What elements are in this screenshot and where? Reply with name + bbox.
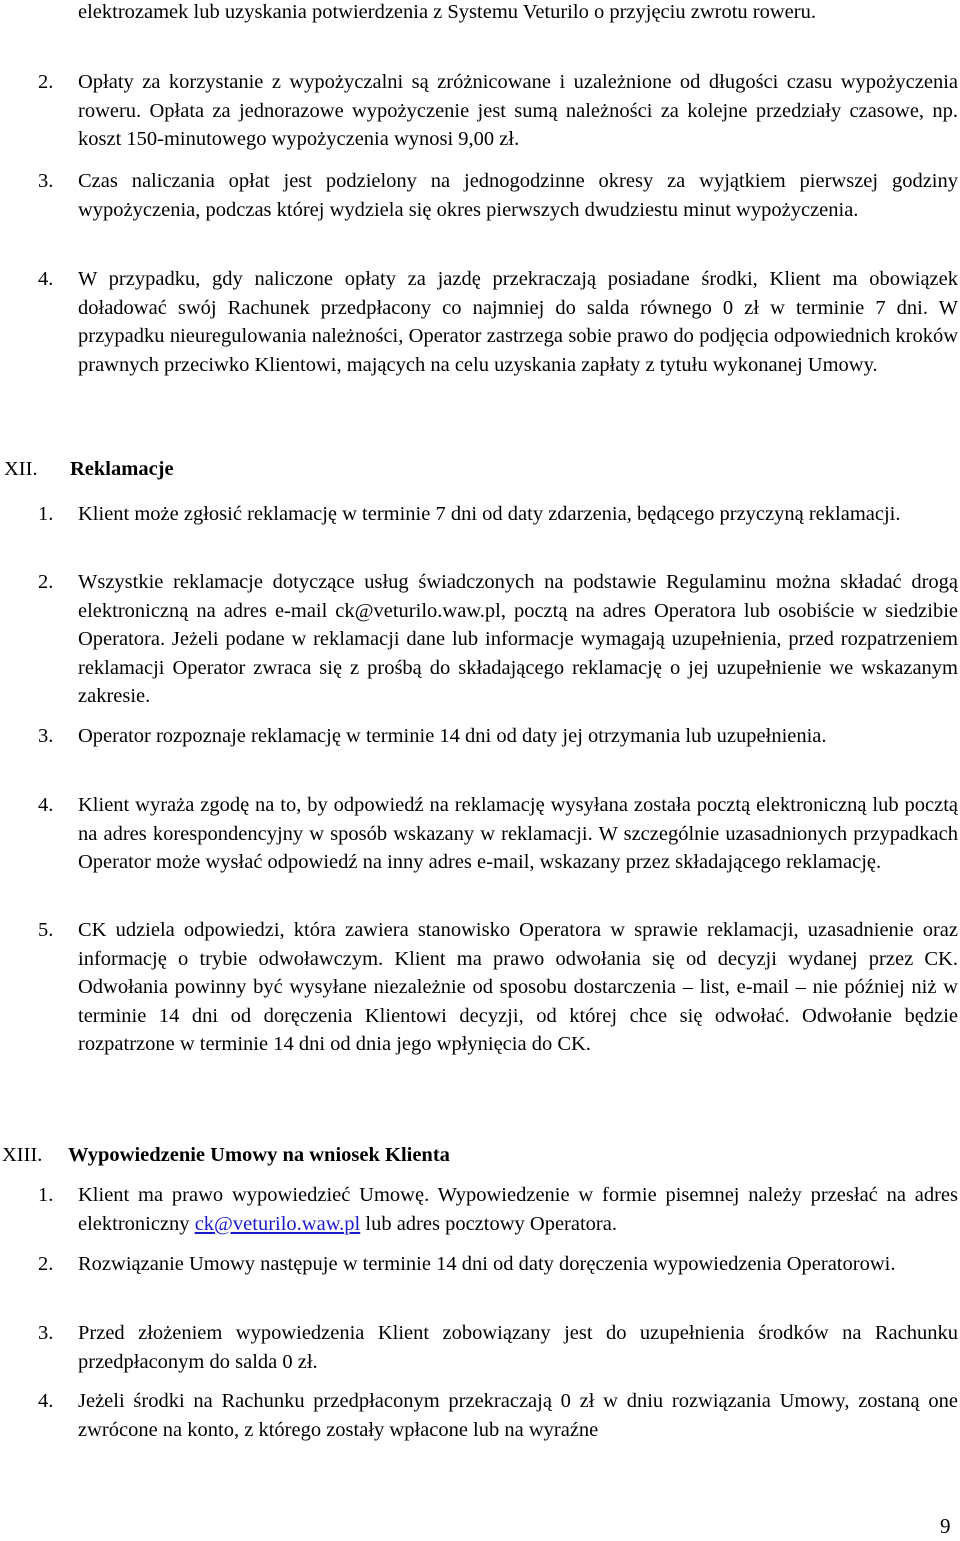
item-text-after: lub adres pocztowy Operatora.: [360, 1212, 617, 1235]
section-heading: [0, 1141, 960, 1171]
item-text: Czas naliczania opłat jest podzielony na jednogodzinne okresy za wyjątkiem pierwszej godziny wypożyczenia, podczas której wydziela się okres pierwszych dwudziestu minut wypożyczenia.: [78, 170, 958, 221]
page-number: 9: [940, 1514, 951, 1538]
section-number: XII.: [4, 458, 38, 480]
item-text: Klient może zgłosić reklamację w terminie 7 dni od daty zdarzenia, będącego przyczyną reklamacji.: [78, 503, 901, 525]
continuation-paragraph: elektrozamek lub uzyskania potwierdzenia z Systemu Veturilo o przyjęciu zwrotu roweru.: [78, 1, 816, 23]
item-number: 2.: [38, 1253, 54, 1275]
item-number: 3.: [38, 1322, 54, 1344]
section-number: XIII.: [2, 1144, 43, 1166]
section-title: Reklamacje: [70, 458, 174, 480]
email-link[interactable]: ck@veturilo.waw.pl: [194, 1212, 361, 1235]
item-text: Opłaty za korzystanie z wypożyczalni są zróżnicowane i uzależnione od długości czasu wypożyczenia roweru. Opłata za jednorazowe wypożyczenie jest sumą należności za kolejne przedziały czasowe, np. koszt 150-minutowego wypożyczenia wynosi 9,00 zł.: [78, 71, 958, 150]
item-text-before: Klient ma prawo wypowiedzieć Umowę. Wypowiedzenie w formie pisemnej należy przesłać na adres elektroniczny: [78, 1184, 958, 1235]
item-number: 4.: [38, 268, 54, 290]
item-number: 4.: [38, 1390, 54, 1412]
item-text: W przypadku, gdy naliczone opłaty za jazdę przekraczają posiadane środki, Klient ma obowiązek doładować swój Rachunek przedpłacony co najmniej do salda równego 0 zł w terminie 7 dni. W przypadku nieuregulowania należności, Operator zastrzega sobie prawo do podjęcia odpowiednich kroków prawnych przeciwko Klientowi, mających na celu uzyskania zapłaty z tytułu wykonanej Umowy.: [78, 268, 958, 376]
item-number: 2.: [38, 571, 54, 593]
section-heading: [0, 455, 960, 485]
item-text: Rozwiązanie Umowy następuje w terminie 14 dni od daty doręczenia wypowiedzenia Operatorowi.: [78, 1253, 896, 1275]
item-text: [78, 1181, 958, 1238]
item-number: 1.: [38, 503, 54, 525]
section-title: Wypowiedzenie Umowy na wniosek Klienta: [68, 1144, 450, 1166]
item-text: CK udziela odpowiedzi, która zawiera stanowisko Operatora w sprawie reklamacji, uzasadnienie oraz informację o trybie odwoławczym. Klient ma prawo odwołania się od decyzji wydanej przez CK. Odwołania powinny być wysyłane niezależnie od sposobu dostarczenia – list, e-mail – nie później niż w terminie 14 dni od doręczenia Klientowi decyzji, od której chce się odwołać. Odwołanie będzie rozpatrzone w terminie 14 dni od dnia jego wpłynięcia do CK.: [78, 919, 958, 1055]
item-number: 5.: [38, 919, 54, 941]
item-number: 2.: [38, 71, 54, 93]
item-number: 1.: [38, 1184, 54, 1206]
item-text: Przed złożeniem wypowiedzenia Klient zobowiązany jest do uzupełnienia środków na Rachunku przedpłaconym do salda 0 zł.: [78, 1322, 958, 1373]
item-number: 4.: [38, 794, 54, 816]
item-number: 3.: [38, 725, 54, 747]
item-number: 3.: [38, 170, 54, 192]
item-text: Klient wyraża zgodę na to, by odpowiedź na reklamację wysyłana została pocztą elektroniczną lub pocztą na adres korespondencyjny w sposób wskazany w reklamacji. W szczególnie uzasadnionych przypadkach Operator może wysłać odpowiedź na inny adres e-mail, wskazany przez składającego reklamację.: [78, 794, 958, 873]
item-text: Wszystkie reklamacje dotyczące usług świadczonych na podstawie Regulaminu można składać drogą elektroniczną na adres e-mail ck@veturilo.waw.pl, pocztą na adres Operatora lub osobiście w siedzibie Operatora. Jeżeli podane w reklamacji dane lub informacje wymagają uzupełnienia, przed rozpatrzeniem reklamacji Operator zwraca się z prośbą do składającego reklamację o jej uzupełnienie we wskazanym zakresie.: [78, 571, 958, 707]
item-text: Jeżeli środki na Rachunku przedpłaconym przekraczają 0 zł w dniu rozwiązania Umowy, zostaną one zwrócone na konto, z którego zostały wpłacone lub na wyraźne: [78, 1390, 958, 1441]
item-text: Operator rozpoznaje reklamację w terminie 14 dni od daty jej otrzymania lub uzupełnienia.: [78, 725, 827, 747]
